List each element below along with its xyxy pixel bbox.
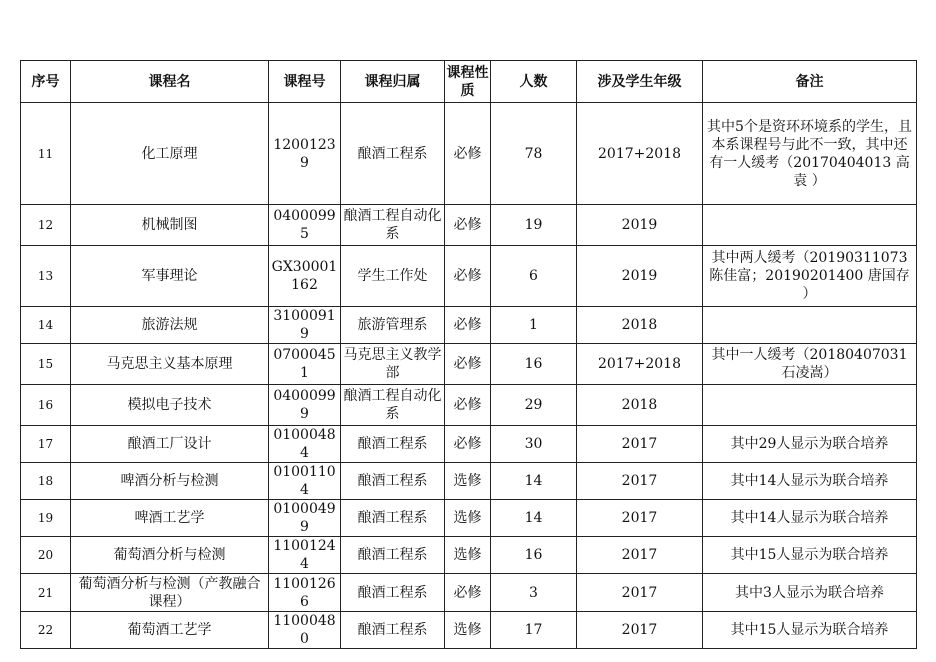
header-remark: 备注 [703, 61, 917, 103]
table-row [21, 307, 917, 344]
cell-grade: 2017 [577, 500, 703, 537]
cell-count: 14 [491, 500, 577, 537]
cell-course-name: 葡萄酒分析与检测（产教融合课程） [71, 574, 269, 612]
cell-course-name: 化工原理 [71, 103, 269, 205]
cell-nature: 必修 [445, 426, 491, 463]
cell-count: 14 [491, 463, 577, 500]
cell-remark [703, 307, 917, 344]
cell-nature: 选修 [445, 612, 491, 649]
table-row [21, 344, 917, 385]
header-course-no: 课程号 [269, 61, 341, 103]
table-row [21, 426, 917, 463]
cell-remark [703, 205, 917, 246]
header-nature: 课程性质 [445, 61, 491, 103]
cell-grade: 2019 [577, 205, 703, 246]
cell-department: 酿酒工程自动化系 [341, 385, 445, 426]
cell-grade: 2017+2018 [577, 344, 703, 385]
cell-department: 旅游管理系 [341, 307, 445, 344]
cell-count: 78 [491, 103, 577, 205]
cell-course-name: 军事理论 [71, 246, 269, 307]
cell-remark: 其中14人显示为联合培养 [703, 500, 917, 537]
cell-department: 酿酒工程系 [341, 426, 445, 463]
cell-department: 酿酒工程系 [341, 103, 445, 205]
cell-course-name: 旅游法规 [71, 307, 269, 344]
table-row [21, 612, 917, 649]
cell-nature: 必修 [445, 307, 491, 344]
cell-remark: 其中15人显示为联合培养 [703, 612, 917, 649]
cell-course-no: 01000484 [269, 426, 341, 463]
course-table [20, 60, 917, 649]
header-row [21, 61, 917, 103]
table-row [21, 537, 917, 574]
cell-count: 17 [491, 612, 577, 649]
cell-grade: 2017 [577, 426, 703, 463]
table-row [21, 246, 917, 307]
cell-course-no: 01000499 [269, 500, 341, 537]
cell-grade: 2019 [577, 246, 703, 307]
cell-course-name: 机械制图 [71, 205, 269, 246]
cell-department: 马克思主义教学部 [341, 344, 445, 385]
cell-count: 3 [491, 574, 577, 612]
cell-remark: 其中一人缓考（20180407031 石凌嵩） [703, 344, 917, 385]
cell-grade: 2018 [577, 307, 703, 344]
header-course-name: 课程名 [71, 61, 269, 103]
table-row [21, 385, 917, 426]
cell-seq: 15 [21, 344, 71, 385]
header-department: 课程归属 [341, 61, 445, 103]
cell-seq: 11 [21, 103, 71, 205]
cell-course-no: 31000919 [269, 307, 341, 344]
cell-course-no: 04000999 [269, 385, 341, 426]
cell-count: 19 [491, 205, 577, 246]
cell-department: 酿酒工程自动化系 [341, 205, 445, 246]
cell-course-no: 12001239 [269, 103, 341, 205]
cell-grade: 2017 [577, 612, 703, 649]
cell-nature: 必修 [445, 344, 491, 385]
cell-course-name: 啤酒工艺学 [71, 500, 269, 537]
cell-department: 酿酒工程系 [341, 537, 445, 574]
cell-remark: 其中29人显示为联合培养 [703, 426, 917, 463]
cell-seq: 21 [21, 574, 71, 612]
cell-count: 1 [491, 307, 577, 344]
cell-nature: 选修 [445, 500, 491, 537]
cell-course-no: 11001244 [269, 537, 341, 574]
cell-nature: 必修 [445, 205, 491, 246]
cell-nature: 必修 [445, 574, 491, 612]
cell-course-name: 葡萄酒工艺学 [71, 612, 269, 649]
cell-remark: 其中5个是资环环境系的学生，且本系课程号与此不一致，其中还有一人缓考（20170404013 高袁 ） [703, 103, 917, 205]
cell-grade: 2017+2018 [577, 103, 703, 205]
cell-department: 酿酒工程系 [341, 612, 445, 649]
cell-seq: 19 [21, 500, 71, 537]
cell-count: 16 [491, 537, 577, 574]
cell-course-name: 模拟电子技术 [71, 385, 269, 426]
cell-department: 酿酒工程系 [341, 574, 445, 612]
table-row [21, 500, 917, 537]
cell-course-name: 酿酒工厂设计 [71, 426, 269, 463]
cell-remark: 其中14人显示为联合培养 [703, 463, 917, 500]
cell-course-name: 马克思主义基本原理 [71, 344, 269, 385]
cell-department: 酿酒工程系 [341, 463, 445, 500]
cell-seq: 13 [21, 246, 71, 307]
cell-remark: 其中15人显示为联合培养 [703, 537, 917, 574]
table-row [21, 574, 917, 612]
cell-nature: 必修 [445, 103, 491, 205]
cell-nature: 选修 [445, 463, 491, 500]
cell-course-no: GX30001162 [269, 246, 341, 307]
cell-course-name: 啤酒分析与检测 [71, 463, 269, 500]
cell-grade: 2017 [577, 463, 703, 500]
cell-course-no: 01001104 [269, 463, 341, 500]
table-row [21, 463, 917, 500]
cell-course-no: 07000451 [269, 344, 341, 385]
table-row [21, 103, 917, 205]
cell-count: 30 [491, 426, 577, 463]
cell-course-no: 04000995 [269, 205, 341, 246]
cell-course-no: 11001266 [269, 574, 341, 612]
cell-seq: 14 [21, 307, 71, 344]
cell-grade: 2018 [577, 385, 703, 426]
header-grade: 涉及学生年级 [577, 61, 703, 103]
cell-nature: 必修 [445, 246, 491, 307]
header-seq: 序号 [21, 61, 71, 103]
cell-grade: 2017 [577, 574, 703, 612]
cell-course-name: 葡萄酒分析与检测 [71, 537, 269, 574]
cell-seq: 16 [21, 385, 71, 426]
cell-department: 学生工作处 [341, 246, 445, 307]
cell-count: 6 [491, 246, 577, 307]
cell-seq: 12 [21, 205, 71, 246]
cell-remark: 其中3人显示为联合培养 [703, 574, 917, 612]
cell-grade: 2017 [577, 537, 703, 574]
cell-seq: 20 [21, 537, 71, 574]
cell-nature: 必修 [445, 385, 491, 426]
cell-count: 29 [491, 385, 577, 426]
cell-remark [703, 385, 917, 426]
cell-course-no: 11000480 [269, 612, 341, 649]
cell-seq: 18 [21, 463, 71, 500]
header-count: 人数 [491, 61, 577, 103]
cell-seq: 17 [21, 426, 71, 463]
cell-department: 酿酒工程系 [341, 500, 445, 537]
cell-remark: 其中两人缓考（20190311073 陈佳富；20190201400 唐国存 ） [703, 246, 917, 307]
cell-nature: 选修 [445, 537, 491, 574]
cell-count: 16 [491, 344, 577, 385]
table-row [21, 205, 917, 246]
cell-seq: 22 [21, 612, 71, 649]
